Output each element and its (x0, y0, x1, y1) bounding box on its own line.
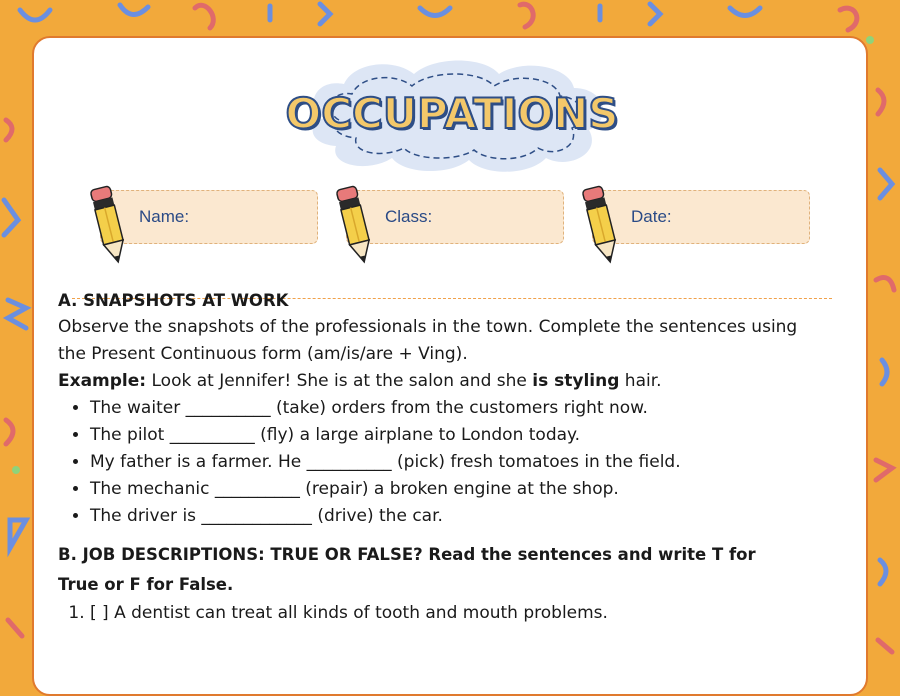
list-item: • The pilot __________ (fly) a large airplane to London today. (90, 422, 798, 449)
date-label: Date: (631, 207, 672, 226)
list-item: • The waiter __________ (take) orders from the customers right now. (90, 395, 798, 422)
section-a-list (58, 395, 798, 530)
section-a-instructions: Observe the snapshots of the professionals in the town. Complete the sentences using the Present Continuous form (am/is/are + Ving). (58, 317, 798, 364)
page-title: OCCUPATIONS (285, 89, 619, 138)
list-item: • The mechanic __________ (repair) a broken engine at the shop. (90, 476, 798, 503)
example-line (58, 368, 798, 395)
name-field[interactable] (100, 190, 318, 244)
pencil-icon (89, 181, 129, 269)
section-b-heading: B. JOB DESCRIPTIONS: TRUE OR FALSE? Read the sentences and write T for True or F for False. (58, 545, 756, 594)
worksheet-content (58, 287, 798, 627)
name-label: Name: (139, 207, 190, 226)
example-label: Example: (58, 371, 147, 391)
class-label: Class: (385, 207, 433, 226)
date-field[interactable] (592, 190, 810, 244)
list-item: 1. [ ] A dentist can treat all kinds of tooth and mouth problems. (90, 600, 798, 627)
example-text: Look at Jennifer! She is at the salon and she (146, 371, 533, 391)
class-field[interactable] (346, 190, 564, 244)
list-item: • The driver is _____________ (drive) the car. (90, 503, 798, 530)
pencil-icon (581, 181, 621, 269)
section-a-heading: A. SNAPSHOTS AT WORK (58, 291, 289, 310)
pencil-icon (335, 181, 375, 269)
example-text-end: hair. (619, 371, 662, 391)
section-b-list (58, 600, 798, 627)
list-item: • My father is a farmer. He __________ (pick) fresh tomatoes in the field. (90, 449, 798, 476)
example-answer: is styling (532, 371, 620, 391)
